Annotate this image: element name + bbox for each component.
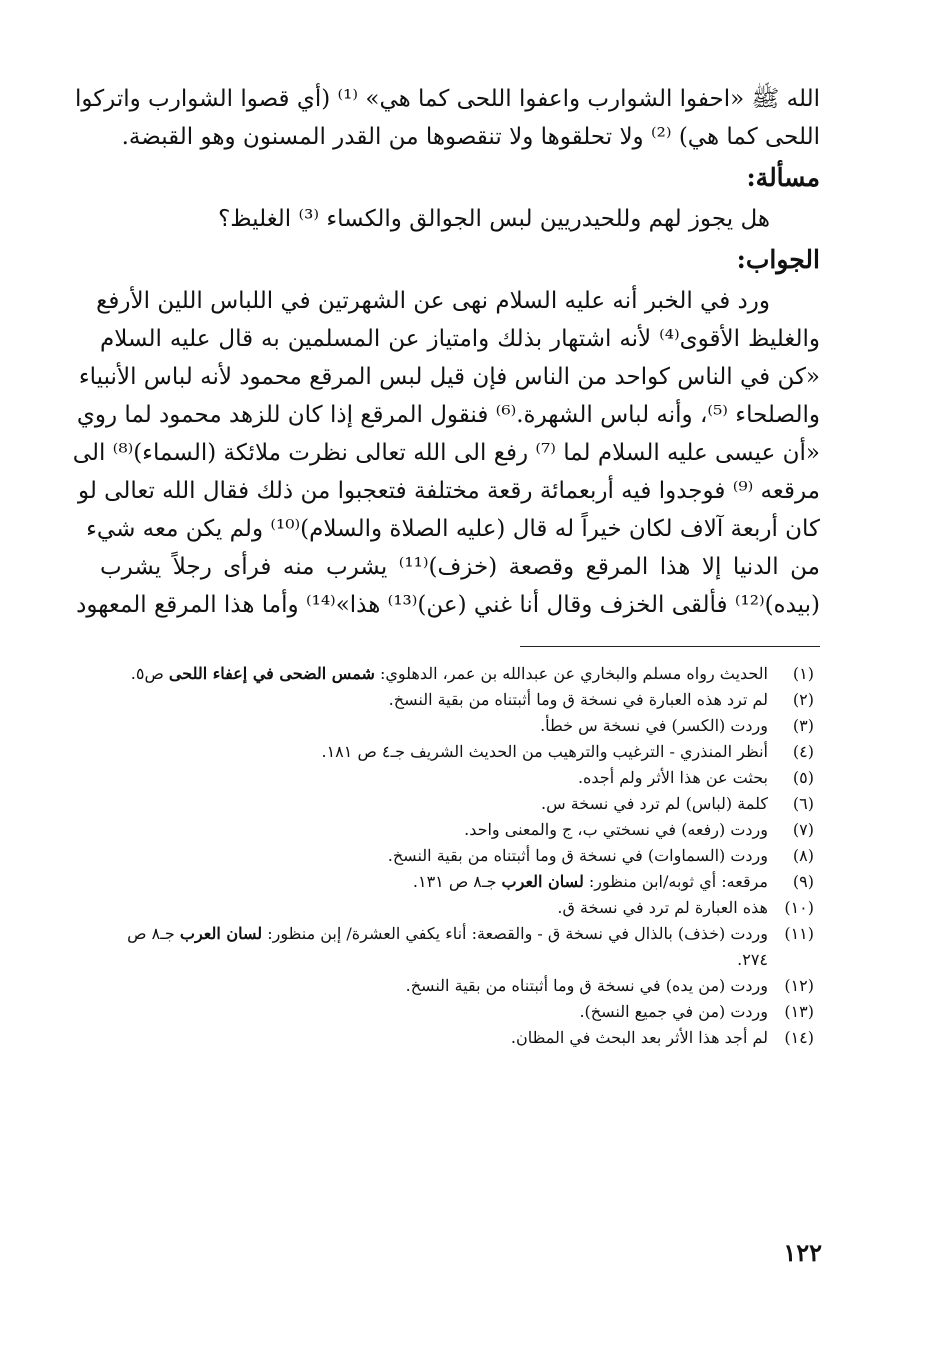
question-text: هل يجوز لهم وللحيدريين لبس الجوالق والكساء ⁽³⁾ الغليظ؟: [218, 206, 770, 232]
footnote-number: (١٤): [784, 1028, 814, 1047]
footnote: [100, 661, 820, 687]
footnote: [100, 1025, 820, 1051]
answer-line: والغليظ الأقوى⁽⁴⁾ لأنه اشتهار بذلك وامتياز عن المسلمين به قال عليه السلام: [100, 326, 820, 352]
footnote-text: هذه العبارة لم ترد في نسخة ق.: [557, 898, 768, 917]
answer-line: والصلحاء ⁽⁵⁾، وأنه لباس الشهرة.⁽⁶⁾ فنقول المرقع إذا كان للزهد محمود لما روي: [76, 402, 820, 428]
footnote: [100, 765, 820, 791]
answer-heading: الجواب:: [736, 245, 820, 274]
footnote-number: (١٠): [784, 898, 814, 917]
footnote-text: وردت (خذف) بالذال في نسخة ق - والقصعة: أناء يكفي العشرة/ إبن منظور: لسان العرب جـ٨ ص ٢٧٤.: [127, 924, 768, 969]
footnote: [100, 791, 820, 817]
footnote-text: كلمة (لباس) لم ترد في نسخة س.: [540, 794, 768, 813]
answer-line: «كن في الناس كواحد من الناس فإن قيل لبس المرقع محمود لأنه لباس الأنبياء: [78, 364, 820, 390]
footnote-number: (١٢): [784, 976, 814, 995]
footnote: [100, 921, 820, 973]
answer-line: من الدنيا إلا هذا المرقع وقصعة (خزف)⁽¹¹⁾ يشرب منه فرأى رجلاً يشرب: [100, 554, 820, 580]
footnote-text: وردت (الكسر) في نسخة س خطأ.: [540, 716, 768, 735]
footnote-number: (١): [792, 664, 814, 683]
footnote-number: (١٣): [784, 1002, 814, 1021]
footnote: [100, 843, 820, 869]
footnote-number: (٧): [792, 820, 814, 839]
footnote: [100, 687, 820, 713]
answer-line: مرقعه ⁽⁹⁾ فوجدوا فيه أربعمائة رقعة مختلفة فتعجبوا من ذلك فقال الله تعالى لو: [77, 478, 820, 504]
footnote-divider: [520, 646, 820, 647]
answer-line: ورد في الخبر أنه عليه السلام نهى عن الشهرتين في اللباس اللين الأرفع: [96, 288, 770, 314]
footnotes-list: [100, 661, 820, 1051]
footnote-text: وردت (من في جميع النسخ).: [579, 1002, 768, 1021]
answer-line: (بيده)⁽¹²⁾ فألقى الخزف وقال أنا غني (عن)⁽¹³⁾ هذا»⁽¹⁴⁾ وأما هذا المرقع المعهود: [76, 592, 820, 618]
footnote-number: (٨): [792, 846, 814, 865]
footnote: [100, 869, 820, 895]
footnote-number: (٣): [792, 716, 814, 735]
footnote-number: (٤): [792, 742, 814, 761]
footnote-number: (١١): [784, 924, 814, 943]
footnote-text: الحديث رواه مسلم والبخاري عن عبدالله بن عمر، الدهلوي: شمس الضحى في إعفاء اللحى ص٥.: [130, 664, 768, 683]
question-heading: مسألة:: [746, 163, 820, 192]
footnote-text: بحثت عن هذا الأثر ولم أجده.: [577, 768, 768, 787]
footnote: [100, 739, 820, 765]
footnote-text: مرقعه: أي ثوبه/ابن منظور: لسان العرب جـ٨ ص ١٣١.: [412, 872, 768, 891]
answer-line: كان أربعة آلاف لكان خيراً له قال (عليه الصلاة والسلام)⁽¹⁰⁾ ولم يكن معه شيء: [86, 516, 820, 542]
footnote-text: وردت (السماوات) في نسخة ق وما أثبتناه من بقية النسخ.: [387, 846, 768, 865]
footnote-text: وردت (رفعه) في نسختي ب، ج والمعنى واحد.: [464, 820, 768, 839]
footnote: [100, 713, 820, 739]
footnote-text: لم ترد هذه العبارة في نسخة ق وما أثبتناه من بقية النسخ.: [388, 690, 768, 709]
footnote-text: وردت (من يده) في نسخة ق وما أثبتناه من بقية النسخ.: [405, 976, 768, 995]
answer-line: «أن عيسى عليه السلام لما ⁽⁷⁾ رفع الى الله تعالى نظرت ملائكة (السماء)⁽⁸⁾ الى: [72, 440, 820, 466]
footnote: [100, 973, 820, 999]
footnote: [100, 817, 820, 843]
footnote-number: (٥): [792, 768, 814, 787]
page-content: [72, 80, 820, 1051]
footnote-text: أنظر المنذري - الترغيب والترهيب من الحديث الشريف جـ٤ ص ١٨١.: [321, 742, 768, 761]
footnote-text: لم أجد هذا الأثر بعد البحث في المظان.: [510, 1028, 768, 1047]
footnote: [100, 999, 820, 1025]
page-number: ١٢٢: [783, 1238, 822, 1267]
footnote-number: (٩): [792, 872, 814, 891]
footnote: [100, 895, 820, 921]
body-line: الله ﷺ «احفوا الشوارب واعفوا اللحى كما هي» ⁽¹⁾ (أي قصوا الشوارب واتركوا: [74, 86, 820, 112]
footnote-number: (٢): [792, 690, 814, 709]
body-line: اللحى كما هي) ⁽²⁾ ولا تحلقوها ولا تنقصوها من القدر المسنون وهو القبضة.: [121, 124, 820, 150]
footnote-number: (٦): [792, 794, 814, 813]
